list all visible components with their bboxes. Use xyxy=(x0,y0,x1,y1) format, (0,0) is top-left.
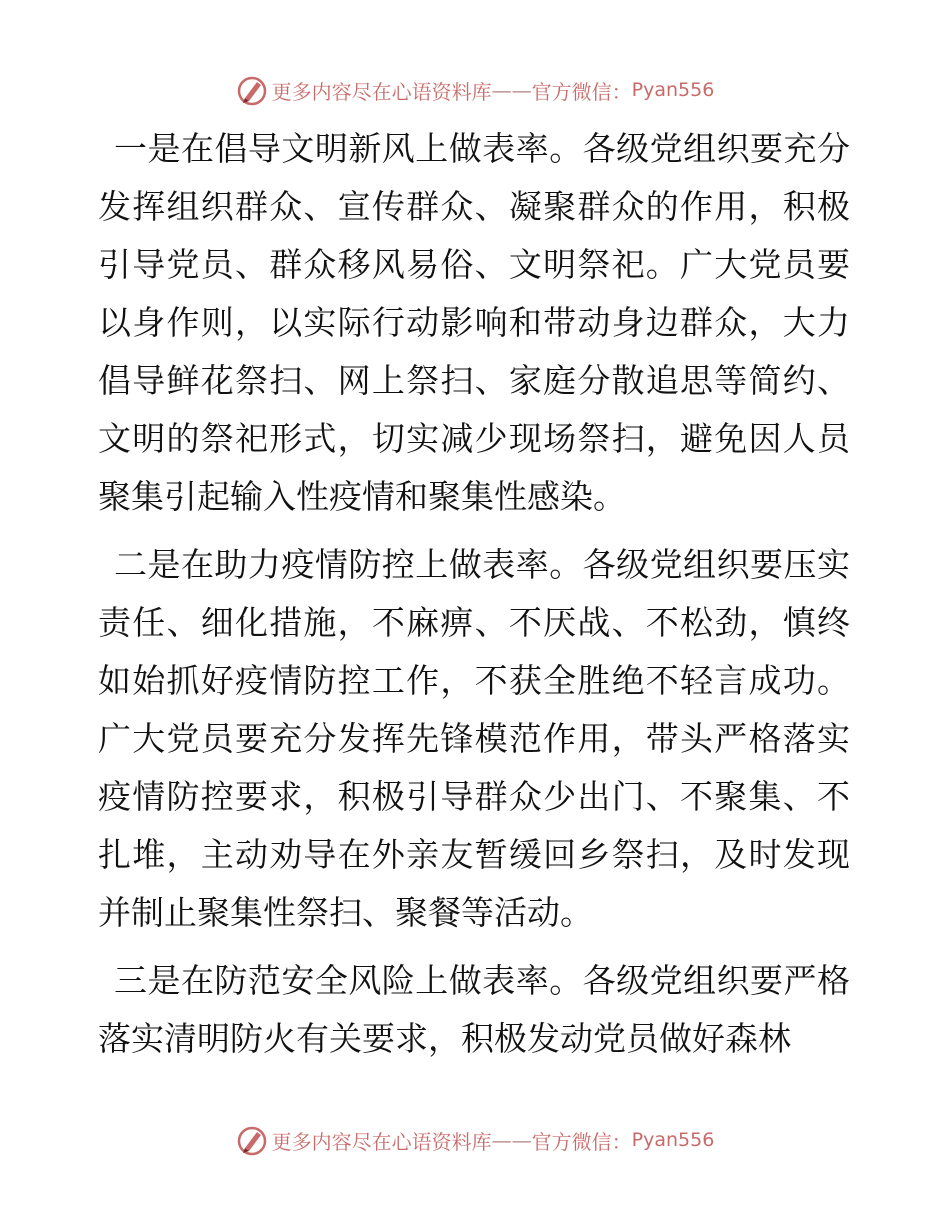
banner-wechat-label: 官方微信： xyxy=(531,1129,632,1154)
banner-main-text: 更多内容尽在心语资料库 xyxy=(271,1129,492,1154)
paragraph-3: 三是在防范安全风险上做表率。各级党组织要严格落实清明防火有关要求，积极发动党员做好森林 xyxy=(98,961,850,1058)
banner-wechat-id: Pyan556 xyxy=(631,79,715,101)
banner-separator: —— xyxy=(491,78,532,102)
paragraph-2: 二是在助力疫情防控上做表率。各级党组织要压实责任、细化措施，不麻痹、不厌战、不松劲，慎终如始抓好疫情防控工作，不获全胜绝不轻言成功。广大党员要充分发挥先锋模范作用，带头严格落实疫情防控要求，积极引导群众少出门、不聚集、不扎堆，主动劝导在外亲友暂缓回乡祭扫，及时发现并制止聚集性祭扫、聚餐等活动。 xyxy=(98,545,850,932)
banner-separator: —— xyxy=(491,1128,532,1152)
banner-wechat-label: 官方微信： xyxy=(531,79,632,104)
footer-banner xyxy=(0,1120,950,1160)
document-body xyxy=(98,120,850,1078)
banner-main-text: 更多内容尽在心语资料库 xyxy=(271,79,492,104)
pen-logo-icon xyxy=(236,1124,268,1156)
banner-wechat-id: Pyan556 xyxy=(631,1129,715,1151)
paragraph-1: 一是在倡导文明新风上做表率。各级党组织要充分发挥组织群众、宣传群众、凝聚群众的作用，积极引导党员、群众移风易俗、文明祭祀。广大党员要以身作则，以实际行动影响和带动身边群众，大力倡导鲜花祭扫、网上祭扫、家庭分散追思等简约、文明的祭祀形式，切实减少现场祭扫，避免因人员聚集引起输入性疫情和聚集性感染。 xyxy=(98,129,850,516)
header-banner xyxy=(0,70,950,110)
pen-logo-icon xyxy=(236,74,268,106)
